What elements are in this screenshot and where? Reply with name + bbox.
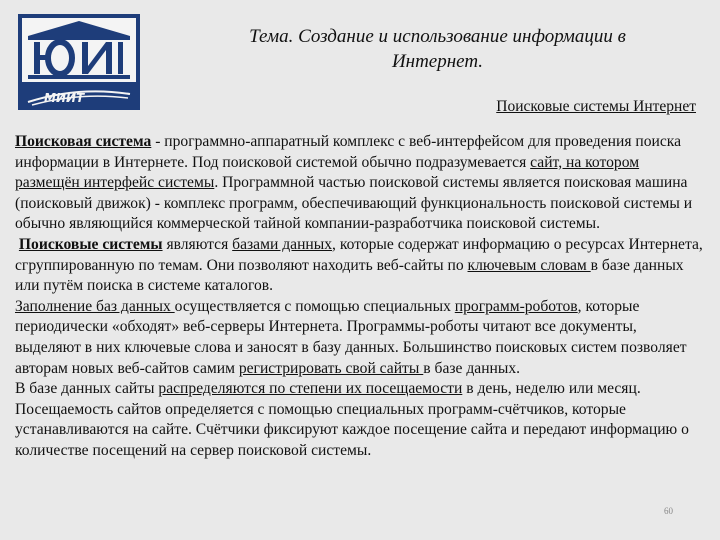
p4-text-1: В базе данных сайты	[15, 380, 159, 398]
link-robots[interactable]: программ-роботов	[454, 297, 578, 315]
slide-title-line1: Тема. Создание и использование информации в	[249, 26, 626, 47]
link-keywords[interactable]: ключевым словам	[467, 256, 591, 274]
p2-text-3: в базе данных или путём поиска в системе каталогов.	[15, 256, 684, 295]
link-ranking[interactable]: распределяются по степени их посещаемости	[158, 380, 463, 398]
p4-text-2: в день, неделю или месяц. Посещаемость сайтов определяется с помощью специальных программ-счётчиков, которые устанавливаются на сайте. Счётчики фиксируют каждое посещение сайта и передают информацию о количестве посещений на сервер поисковой системы.	[15, 380, 689, 459]
link-register-sites[interactable]: регистрировать свой сайты	[238, 359, 424, 377]
logo-emblem	[22, 18, 136, 82]
logo-wordmark	[18, 84, 140, 110]
term-search-systems: Поисковые системы	[18, 235, 163, 253]
rail-swoosh-icon	[18, 84, 140, 110]
p3-text-1: осуществляется с помощью специальных	[174, 297, 455, 315]
miit-logo	[18, 14, 140, 110]
p1-text-1: - программно-аппаратный комплекс с веб-интерфейсом для проведения поиска информации в Интернете. Под поисковой системой обычно подразумевается	[15, 133, 682, 171]
slide-body	[15, 132, 705, 462]
link-db-filling[interactable]: Заполнение баз данных	[15, 297, 175, 315]
p2-text-2: , которые содержат информацию о ресурсах Интернета, сгруппированную по темам. Они позволяют находить веб-сайты по	[15, 235, 703, 274]
term-search-engine: Поисковая система	[15, 133, 152, 150]
logo-columns-icon	[22, 18, 136, 82]
slide-title	[170, 24, 705, 74]
p3-text-2: , которые периодически «обходят» веб-серверы Интернета. Программы-роботы читают все документы, выделяют в них ключевые слова и заносят в базу данных. Большинство поисковых систем позволяет авторам новых веб-сайтов самим	[15, 297, 687, 377]
p2-text-1: являются	[162, 235, 233, 253]
slide-subtitle: Поисковые системы Интернет	[496, 98, 696, 115]
p3-text-3: в базе данных.	[423, 359, 521, 377]
svg-text:МИИТ: МИИТ	[44, 91, 85, 105]
p1-text-2: . Программной частью поисковой системы является поисковая машина (поисковый движок) - комплекс программ, обеспечивающий функциональность поисковой системы и обычно являющийся коммерческой тайной компании-разработчика поисковой системы.	[15, 174, 693, 233]
slide-title-line2: Интернет.	[391, 51, 484, 72]
link-site-interface[interactable]: сайт, на котором размещён интерфейс системы	[15, 153, 640, 192]
page-number: 60	[664, 506, 673, 516]
link-databases[interactable]: базами данных	[232, 235, 333, 253]
